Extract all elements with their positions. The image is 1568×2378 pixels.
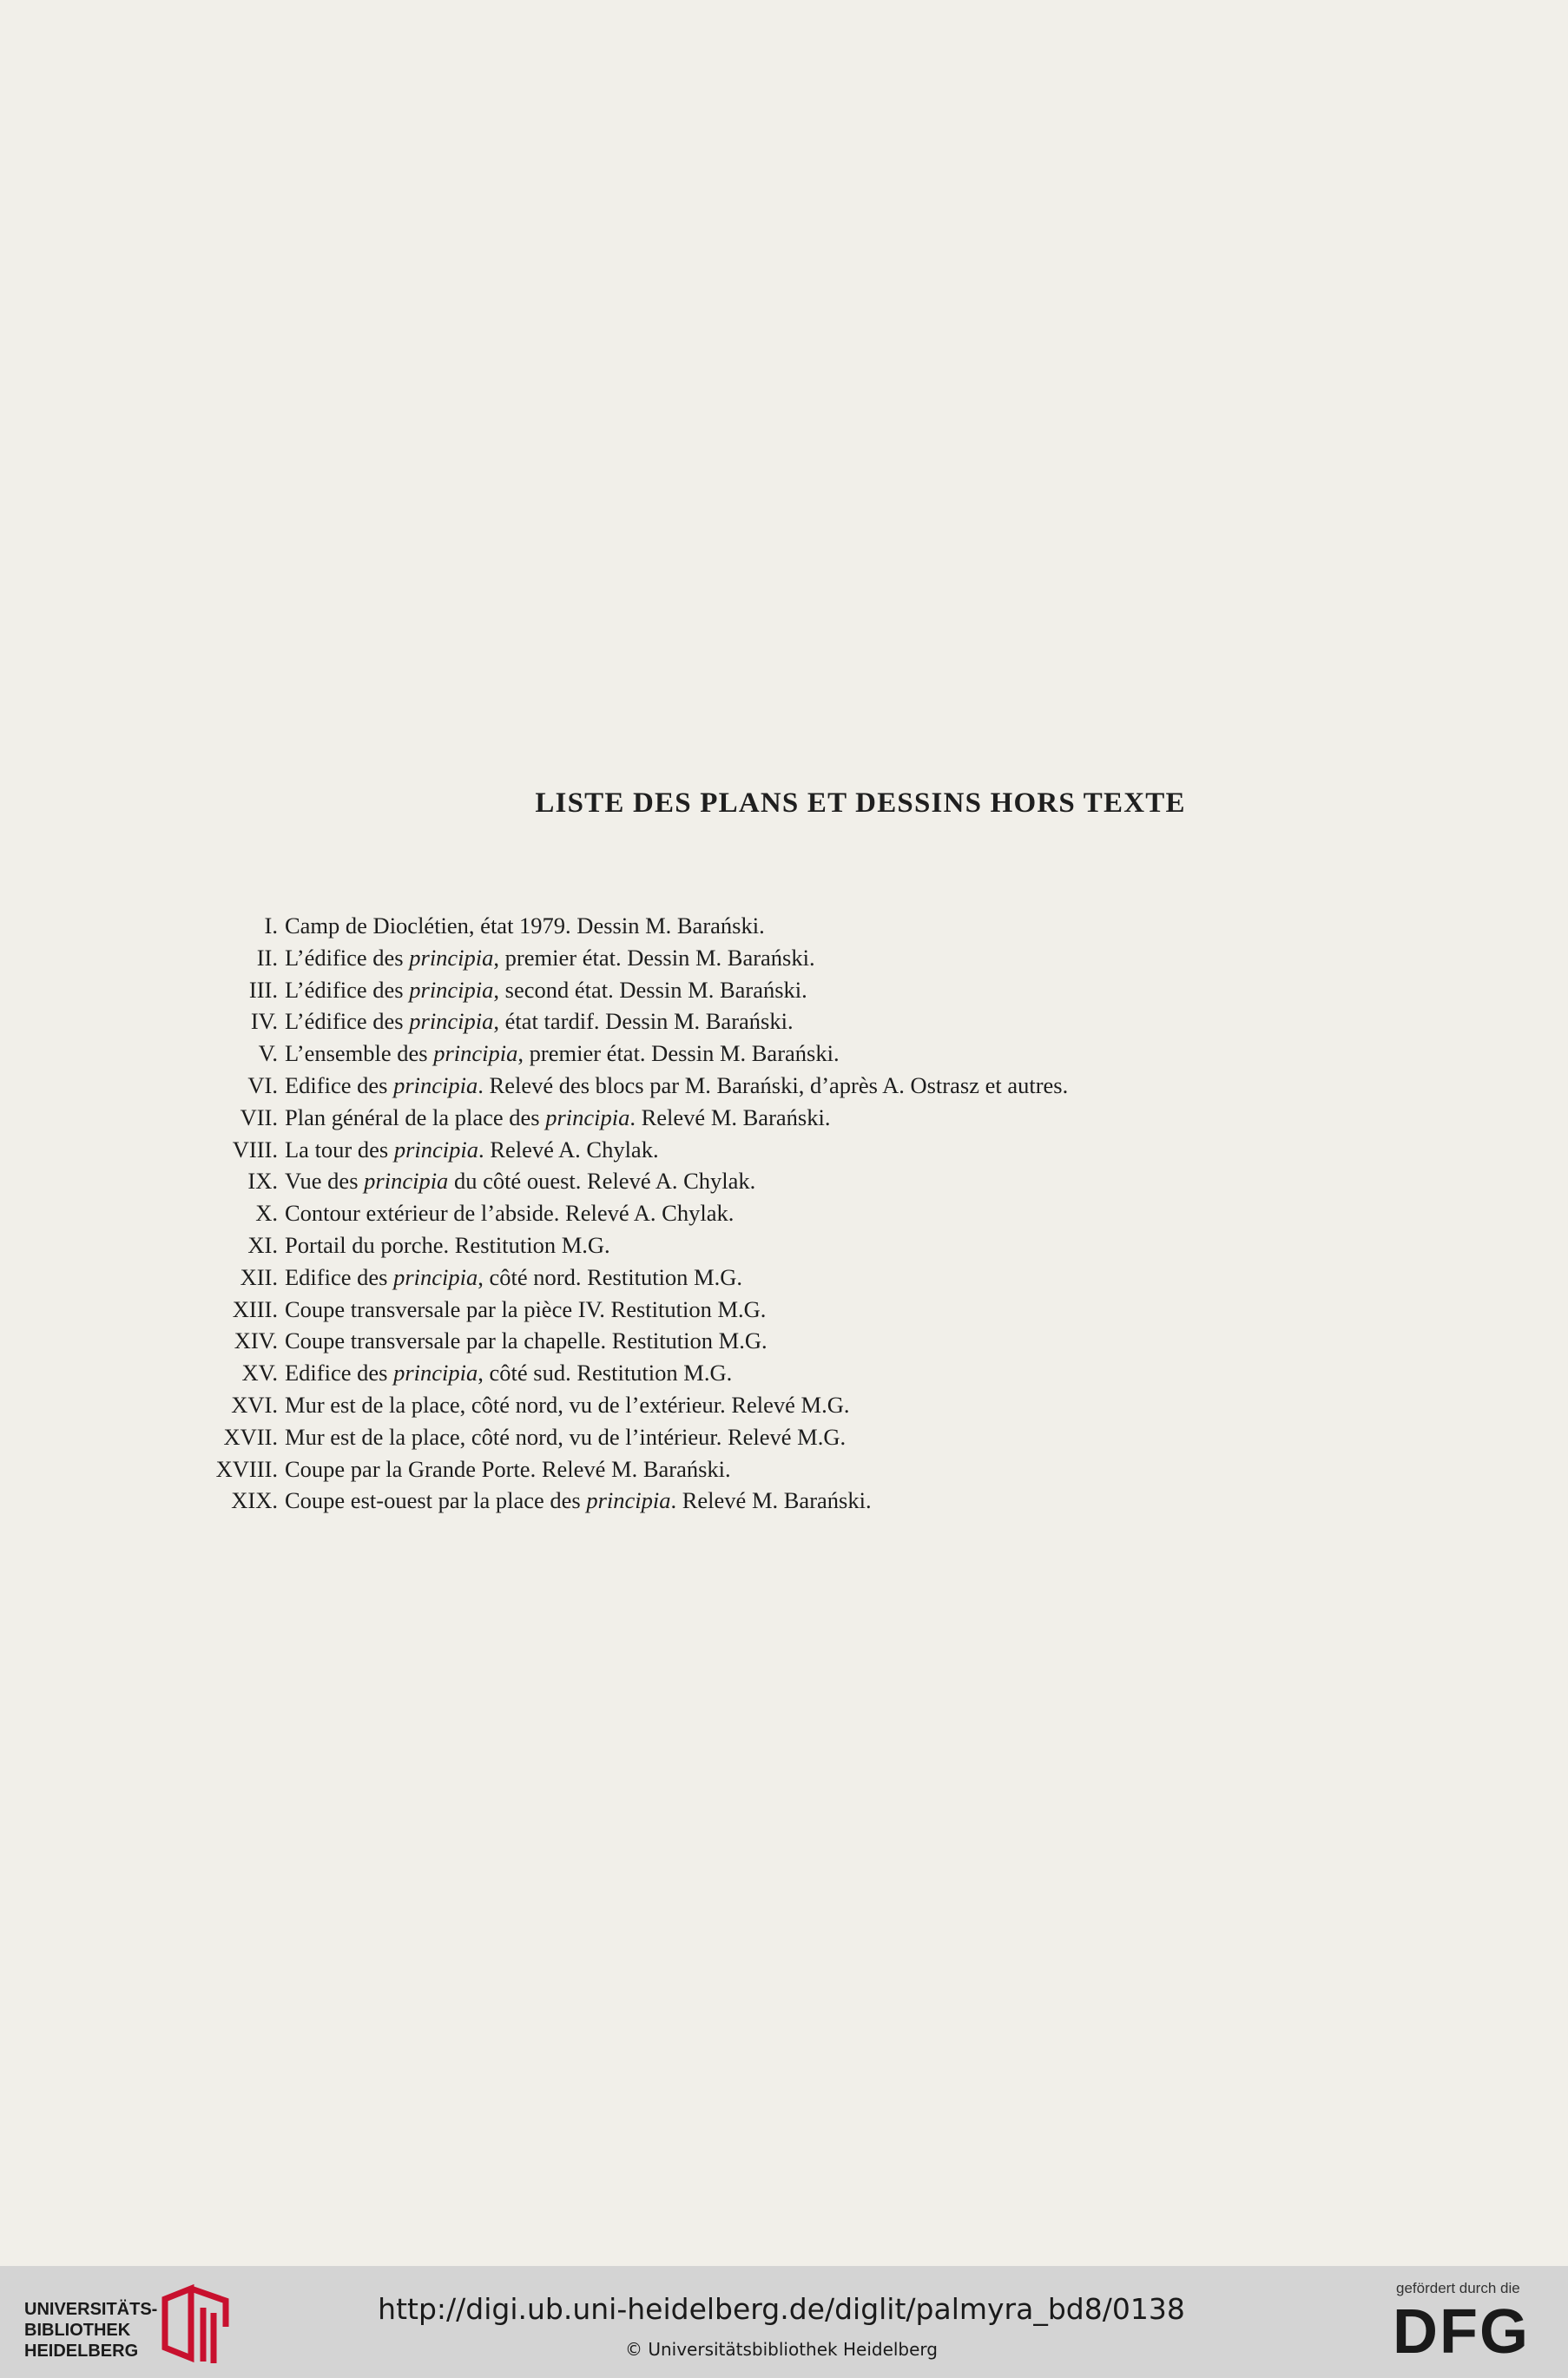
plate-item	[174, 1261, 1328, 1294]
plate-caption-text: Coupe par la Grande Porte. Relevé M. Barański.	[285, 1455, 731, 1482]
plate-item	[174, 942, 1328, 974]
plate-item	[174, 1165, 1328, 1197]
plate-caption-text: Edifice des	[285, 1071, 394, 1098]
plate-number: V.	[258, 1040, 278, 1067]
plate-caption	[285, 1102, 830, 1134]
plate-caption-text: . Relevé des blocs par M. Barański, d’après A. Ostrasz et autres.	[478, 1071, 1069, 1098]
plate-number: II.	[256, 944, 278, 971]
plate-caption	[285, 1229, 610, 1261]
plate-caption	[285, 1389, 850, 1421]
plate-number: III.	[248, 976, 278, 1003]
plate-caption-italic: principia	[393, 1071, 478, 1098]
plate-caption	[285, 1485, 872, 1517]
plate-number: XV.	[241, 1360, 278, 1387]
plate-item	[174, 1357, 1328, 1389]
plate-caption	[285, 1165, 755, 1197]
plate-caption-text: Mur est de la place, côté nord, vu de l’intérieur. Relevé M.G.	[285, 1423, 847, 1450]
plate-number: VII.	[240, 1103, 278, 1130]
plate-caption	[285, 1197, 734, 1229]
plate-caption-italic: principia	[393, 1263, 478, 1290]
plate-caption-text: Vue des	[285, 1168, 365, 1195]
plate-caption-text: Contour extérieur de l’abside. Relevé A. Chylak.	[285, 1200, 735, 1227]
plates-list	[174, 910, 1328, 1517]
plate-item	[174, 974, 1328, 1006]
plate-caption	[285, 910, 765, 942]
plate-number: XVII.	[223, 1423, 278, 1450]
copyright-notice: © Universitätsbibliothek Heidelberg	[624, 2339, 938, 2360]
plate-number: XVI.	[231, 1391, 278, 1418]
plate-number: XIV.	[234, 1327, 278, 1354]
plate-number: IX.	[247, 1168, 278, 1195]
plate-caption-text: Edifice des	[285, 1263, 394, 1290]
plate-item	[174, 1294, 1328, 1326]
plate-item	[174, 1389, 1328, 1421]
plate-caption-text: . Relevé M. Barański.	[670, 1487, 872, 1514]
plate-item	[174, 1005, 1328, 1037]
plate-caption-text: , premier état. Dessin M. Barański.	[493, 944, 815, 971]
plate-item	[174, 1197, 1328, 1229]
plate-number: XII.	[240, 1263, 278, 1290]
plate-caption	[285, 1037, 840, 1070]
library-name	[24, 2299, 157, 2362]
plate-item	[174, 1325, 1328, 1357]
plate-caption-text: La tour des	[285, 1136, 394, 1163]
plate-number: XIX.	[231, 1487, 278, 1514]
plate-caption	[285, 1070, 1068, 1102]
plate-caption-italic: principia	[409, 944, 494, 971]
library-logo-icon	[156, 2282, 240, 2365]
plate-item	[174, 1070, 1328, 1102]
plate-caption-text: , premier état. Dessin M. Barański.	[517, 1040, 840, 1067]
library-name-line: HEIDELBERG	[24, 2342, 139, 2361]
plate-caption-italic: principia	[393, 1136, 479, 1163]
plate-caption-text: Portail du porche. Restitution M.G.	[285, 1231, 610, 1258]
plate-caption-italic: principia	[433, 1040, 518, 1067]
plate-caption	[285, 1261, 742, 1294]
plate-item	[174, 1453, 1328, 1485]
dfg-logo: DFG	[1393, 2297, 1530, 2367]
plate-caption-text: Coupe est-ouest par la place des	[285, 1487, 587, 1514]
plate-caption	[285, 942, 815, 974]
plate-number: XI.	[247, 1231, 278, 1258]
plate-number: IV.	[250, 1008, 278, 1035]
plate-caption-italic: principia	[364, 1168, 449, 1195]
plate-caption-text: . Relevé M. Barański.	[629, 1103, 831, 1130]
plate-caption	[285, 1134, 659, 1166]
plate-caption-text: , second état. Dessin M. Barański.	[493, 976, 807, 1003]
plate-item	[174, 1102, 1328, 1134]
funding-label: gefördert durch die	[1396, 2280, 1520, 2296]
plate-caption-italic: principia	[409, 976, 494, 1003]
plate-caption-text: L’édifice des	[285, 976, 410, 1003]
plate-item	[174, 1421, 1328, 1453]
plate-caption-text: , côté nord. Restitution M.G.	[478, 1263, 742, 1290]
plate-caption	[285, 1005, 794, 1037]
plate-item	[174, 1134, 1328, 1166]
plate-number: I.	[264, 912, 278, 939]
plate-number: VI.	[247, 1071, 278, 1098]
plate-caption	[285, 1325, 768, 1357]
plate-caption-text: Camp de Dioclétien, état 1979. Dessin M. Barański.	[285, 912, 765, 939]
library-name-line: BIBLIOTHEK	[24, 2321, 131, 2340]
plate-caption-text: Mur est de la place, côté nord, vu de l’extérieur. Relevé M.G.	[285, 1391, 850, 1418]
plate-caption-text: Coupe transversale par la pièce IV. Restitution M.G.	[285, 1295, 767, 1322]
plate-caption	[285, 1453, 731, 1485]
plate-caption-text: L’ensemble des	[285, 1040, 434, 1067]
plate-number: VIII.	[232, 1136, 278, 1163]
plate-number: X.	[255, 1200, 278, 1227]
plate-item	[174, 1485, 1328, 1517]
plate-caption-text: L’édifice des	[285, 1008, 410, 1035]
plate-item	[174, 1229, 1328, 1261]
plate-caption-text: Coupe transversale par la chapelle. Restitution M.G.	[285, 1327, 768, 1354]
permalink-url[interactable]: http://digi.ub.uni-heidelberg.de/diglit/palmyra_bd8/0138	[378, 2292, 1185, 2326]
plate-caption-italic: principia	[545, 1103, 630, 1130]
library-name-line: UNIVERSITÄTS-	[24, 2300, 158, 2319]
plate-caption-text: . Relevé A. Chylak.	[478, 1136, 659, 1163]
plate-caption-text: , état tardif. Dessin M. Barański.	[493, 1008, 794, 1035]
plate-caption	[285, 1421, 846, 1453]
plate-caption-italic: principia	[409, 1008, 494, 1035]
plate-number: XIII.	[232, 1295, 278, 1322]
plate-caption	[285, 1357, 732, 1389]
plate-caption-italic: principia	[586, 1487, 671, 1514]
plate-caption	[285, 1294, 766, 1326]
plate-caption-text: L’édifice des	[285, 944, 410, 971]
plate-caption-text: Plan général de la place des	[285, 1103, 546, 1130]
plate-caption-text: du côté ouest. Relevé A. Chylak.	[448, 1168, 756, 1195]
plate-item	[174, 910, 1328, 942]
plate-caption-italic: principia	[393, 1360, 478, 1387]
plate-caption-text: Edifice des	[285, 1360, 394, 1387]
plate-caption-text: , côté sud. Restitution M.G.	[478, 1360, 733, 1387]
plate-number: XVIII.	[215, 1455, 278, 1482]
plate-caption	[285, 974, 807, 1006]
plate-item	[174, 1037, 1328, 1070]
page-title: LISTE DES PLANS ET DESSINS HORS TEXTE	[535, 787, 1186, 820]
